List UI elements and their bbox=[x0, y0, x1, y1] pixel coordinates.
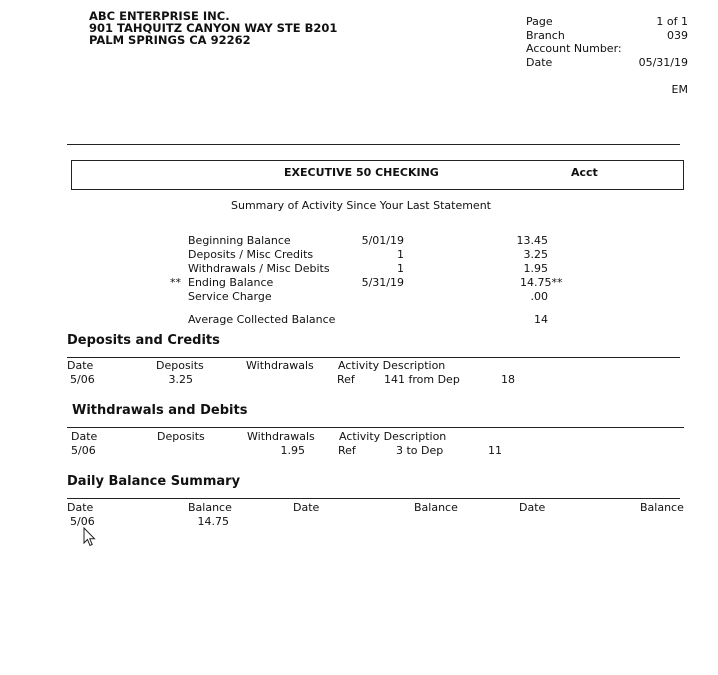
daily-header-date-1: Date bbox=[67, 501, 94, 514]
deposits-section-title: Deposits and Credits bbox=[67, 333, 220, 348]
summary-col2: 1 bbox=[397, 248, 404, 261]
daily-date: 5/06 bbox=[70, 515, 95, 528]
daily-header-date-2: Date bbox=[293, 501, 320, 514]
date-label: Date bbox=[526, 56, 553, 69]
daily-header-date-3: Date bbox=[519, 501, 546, 514]
summary-title: Summary of Activity Since Your Last Statement bbox=[231, 199, 491, 212]
account-number-label: Account Number: bbox=[526, 42, 622, 55]
deposit-description: 141 from Dep bbox=[384, 373, 460, 386]
summary-label: Deposits / Misc Credits bbox=[188, 248, 314, 261]
summary-col2: 1 bbox=[397, 262, 404, 275]
summary-label: Service Charge bbox=[188, 290, 272, 303]
average-balance-value: 14 bbox=[534, 313, 548, 326]
summary-amount: 14.75** bbox=[520, 276, 563, 289]
withdrawals-header-deposits: Deposits bbox=[157, 430, 205, 443]
summary-marker: ** bbox=[170, 276, 181, 289]
daily-header-balance-1: Balance bbox=[188, 501, 232, 514]
product-name: EXECUTIVE 50 CHECKING bbox=[284, 166, 439, 179]
summary-label: Beginning Balance bbox=[188, 234, 291, 247]
daily-balance-title: Daily Balance Summary bbox=[67, 474, 241, 489]
date-value: 05/31/19 bbox=[638, 56, 688, 69]
page-value: 1 of 1 bbox=[656, 15, 688, 28]
summary-label: Withdrawals / Misc Debits bbox=[188, 262, 330, 275]
summary-amount: 13.45 bbox=[516, 234, 548, 247]
deposits-divider bbox=[67, 357, 680, 358]
withdrawal-ref-label: Ref bbox=[338, 444, 356, 457]
average-balance-label: Average Collected Balance bbox=[188, 313, 336, 326]
daily-balance: 14.75 bbox=[197, 515, 229, 528]
account-box bbox=[71, 160, 684, 190]
withdrawal-description: 3 to Dep bbox=[396, 444, 444, 457]
withdrawal-extra: 11 bbox=[488, 444, 502, 457]
company-name: ABC ENTERPRISE INC. bbox=[89, 9, 230, 23]
acct-label: Acct bbox=[571, 166, 598, 179]
address-line-1: 901 TAHQUITZ CANYON WAY STE B201 bbox=[89, 21, 338, 35]
deposit-amount: 3.25 bbox=[168, 373, 193, 386]
deposit-extra: 18 bbox=[501, 373, 515, 386]
withdrawals-section-title: Withdrawals and Debits bbox=[72, 403, 248, 418]
deposit-date: 5/06 bbox=[70, 373, 95, 386]
withdrawal-date: 5/06 bbox=[71, 444, 96, 457]
branch-label: Branch bbox=[526, 29, 565, 42]
deposits-header-withdrawals: Withdrawals bbox=[246, 359, 314, 372]
page-label: Page bbox=[526, 15, 553, 28]
summary-amount: 3.25 bbox=[523, 248, 548, 261]
summary-amount: 1.95 bbox=[523, 262, 548, 275]
summary-col2: 5/01/19 bbox=[361, 234, 404, 247]
withdrawals-header-withdrawals: Withdrawals bbox=[247, 430, 315, 443]
mouse-pointer-icon bbox=[83, 527, 97, 547]
deposit-ref-label: Ref bbox=[337, 373, 355, 386]
summary-amount: .00 bbox=[530, 290, 548, 303]
branch-value: 039 bbox=[667, 29, 688, 42]
header-divider bbox=[67, 144, 680, 145]
deposits-header-deposits: Deposits bbox=[156, 359, 204, 372]
address-line-2: PALM SPRINGS CA 92262 bbox=[89, 33, 251, 47]
deposits-header-activity: Activity Description bbox=[338, 359, 446, 372]
withdrawals-header-date: Date bbox=[71, 430, 98, 443]
statement-code: EM bbox=[671, 83, 688, 96]
daily-header-balance-3: Balance bbox=[640, 501, 684, 514]
withdrawal-amount: 1.95 bbox=[280, 444, 305, 457]
summary-col2: 5/31/19 bbox=[361, 276, 404, 289]
summary-label: Ending Balance bbox=[188, 276, 274, 289]
daily-header-balance-2: Balance bbox=[414, 501, 458, 514]
deposits-header-date: Date bbox=[67, 359, 94, 372]
withdrawals-header-activity: Activity Description bbox=[339, 430, 447, 443]
withdrawals-divider bbox=[67, 427, 684, 428]
daily-balance-divider bbox=[67, 498, 680, 499]
